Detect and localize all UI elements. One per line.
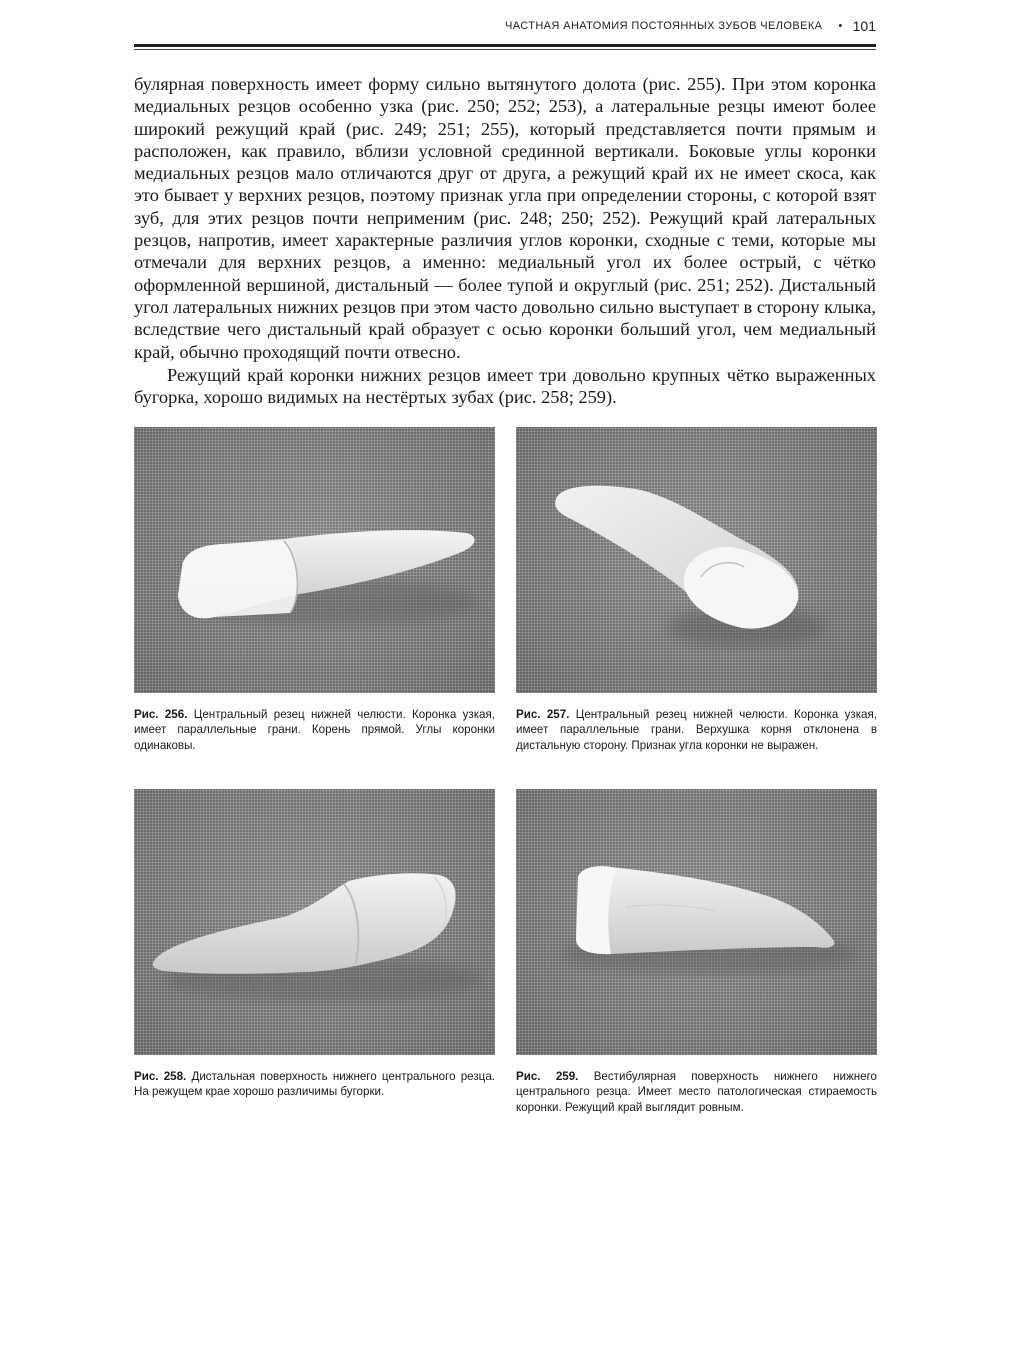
page-number: 101	[852, 18, 876, 34]
tooth-photo-258	[134, 789, 495, 1055]
tooth-photo-259	[516, 789, 877, 1055]
figure-caption-256	[134, 707, 495, 753]
figure-label-259: Рис. 259.	[516, 1070, 579, 1083]
figure-text-258: Дистальная поверхность нижнего центрального резца. На режущем крае хорошо различимы бугорки.	[134, 1070, 495, 1099]
paragraph-1: булярная поверхность имеет форму сильно вытянутого долота (рис. 255). При этом коронка медиальных резцов особенно узка (рис. 250; 252; 253), а латеральные резцы имеют более широкий режущий край (рис. 249; 251; 255), который представляется почти прямым и расположен, как правило, вблизи условной срединной вертикали. Боковые углы коронки медиальных резцов мало отличаются друг от друга, а режущий край их не имеет скоса, как это бывает у верхних резцов, поэтому признак угла при определении стороны, с которой взят зуб, для этих резцов почти неприменим (рис. 248; 250; 252). Режущий край латеральных резцов, напротив, имеет характерные различия углов коронки, сходные с теми, которые мы отмечали для верхних резцов, а именно: медиальный угол их более острый, с чётко оформленной вершиной, дистальный — более тупой и округлый (рис. 251; 252). Дистальный угол латеральных нижних резцов при этом часто довольно сильно выступает в сторону клыка, вследствие чего дистальный край образует с осью коронки больший угол, чем медиальный край, обычно проходящий почти отвесно.	[134, 74, 876, 362]
figure-label-257: Рис. 257.	[516, 708, 570, 721]
paragraph-2: Режущий край коронки нижних резцов имеет три довольно крупных чётко выраженных бугорка, хорошо видимых на нестёртых зубах (рис. 258; 259).	[134, 364, 876, 408]
running-title: ЧАСТНАЯ АНАТОМИЯ ПОСТОЯННЫХ ЗУБОВ ЧЕЛОВЕКА	[505, 20, 823, 32]
body-text	[134, 73, 876, 408]
figure-256	[134, 427, 495, 753]
header-rule	[134, 44, 876, 47]
figure-257	[516, 427, 877, 753]
figure-text-256: Центральный резец нижней челюсти. Коронка узкая, имеет параллельные грани. Корень прямой. Углы коронки одинаковы.	[134, 708, 495, 752]
running-header	[134, 14, 876, 38]
figure-label-256: Рис. 256.	[134, 708, 188, 721]
figure-text-257: Центральный резец нижней челюсти. Коронка узкая, имеет параллельные грани. Верхушка корня отклонена в дистальную сторону. Признак угла коронки не выражен.	[516, 708, 877, 752]
figure-258	[134, 789, 495, 1100]
figure-text-259: Вестибулярная поверхность нижнего нижнего центрального резца. Имеет место патологическая стираемость коронки. Режущий край выглядит ровным.	[516, 1070, 877, 1114]
tooth-photo-257	[516, 427, 877, 693]
figure-caption-259	[516, 1069, 877, 1115]
figure-caption-257	[516, 707, 877, 753]
tooth-photo-256	[134, 427, 495, 693]
figure-caption-258	[134, 1069, 495, 1100]
figure-label-258: Рис. 258.	[134, 1070, 187, 1083]
header-rule-thin	[134, 49, 876, 50]
header-separator: •	[838, 20, 843, 32]
figure-259	[516, 789, 877, 1115]
